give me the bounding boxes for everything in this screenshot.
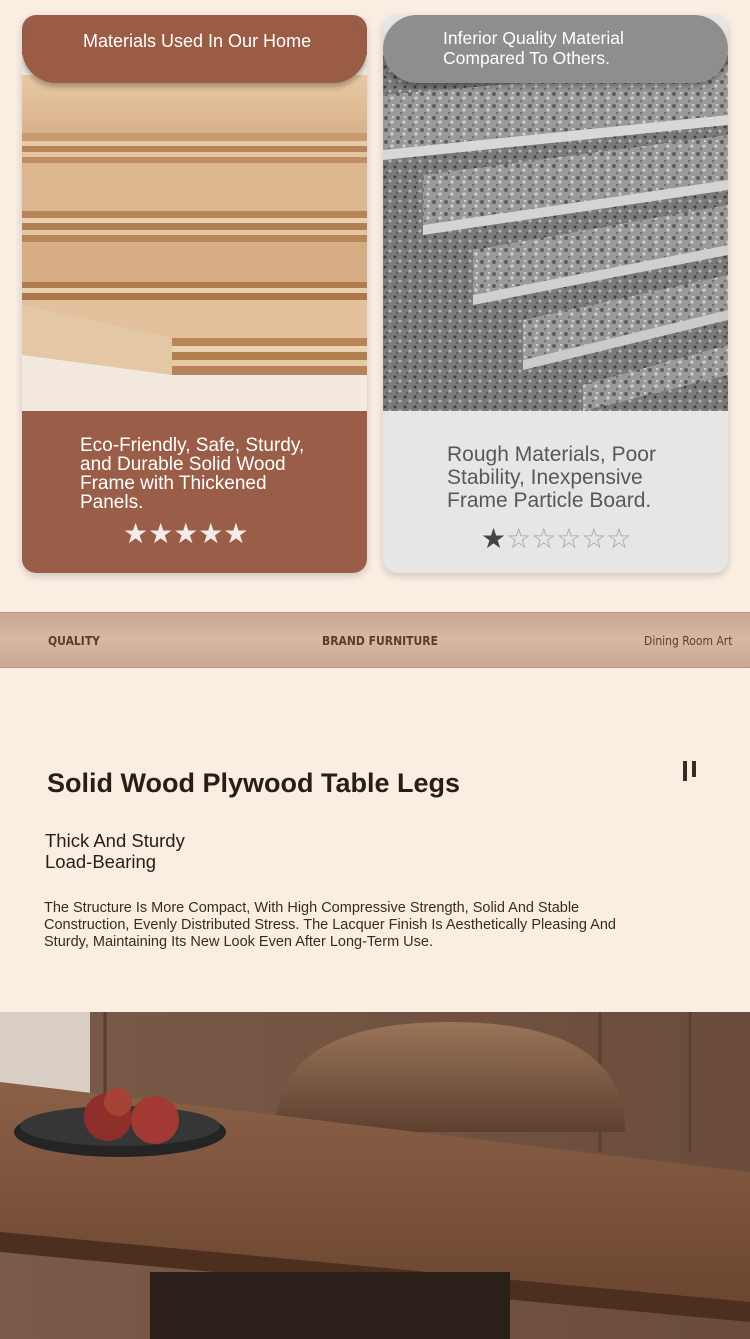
banner-quality-label: QUALITY bbox=[48, 634, 101, 648]
rating-filled-star: ★ bbox=[481, 522, 507, 555]
banner-dining-label: Dining Room Art bbox=[644, 634, 733, 648]
inferior-materials-rating bbox=[481, 522, 632, 555]
our-materials-rating: ★★★★★ bbox=[123, 517, 249, 550]
plywood-photo bbox=[22, 55, 367, 411]
inferior-materials-header-text: Inferior Quality Material Compared To Others. bbox=[443, 28, 624, 68]
our-materials-header bbox=[22, 15, 367, 83]
pause-icon[interactable] bbox=[683, 761, 697, 783]
feature-title: Solid Wood Plywood Table Legs bbox=[47, 768, 461, 798]
banner-brand-label: BRAND FURNITURE bbox=[322, 634, 438, 648]
brand-banner bbox=[0, 612, 750, 668]
our-materials-card bbox=[22, 15, 367, 573]
inferior-materials-header bbox=[383, 15, 728, 83]
dining-table-photo bbox=[0, 1012, 750, 1339]
feature-subtitle bbox=[45, 830, 345, 872]
feature-subtitle-line2: Load-Bearing bbox=[45, 851, 157, 872]
rating-empty-stars: ☆☆☆☆☆ bbox=[506, 522, 632, 555]
particle-board-photo bbox=[383, 55, 728, 411]
feature-subtitle-line1: Thick And Sturdy bbox=[45, 830, 185, 851]
inferior-materials-card bbox=[383, 15, 728, 573]
inferior-materials-description: Rough Materials, Poor Stability, Inexpensive Frame Particle Board. bbox=[447, 443, 656, 512]
our-materials-header-text: Materials Used In Our Home bbox=[83, 31, 312, 51]
feature-description: The Structure Is More Compact, With High Compressive Strength, Solid And Stable Construction, Evenly Distributed Stress. The Lacquer Finish Is Aesthetically Pleasing And Sturdy, Maintaining Its New Look Even After Long-Term Use. bbox=[44, 900, 616, 950]
our-materials-description: Eco-Friendly, Safe, Sturdy, and Durable Solid Wood Frame with Thickened Panels. bbox=[80, 435, 305, 513]
